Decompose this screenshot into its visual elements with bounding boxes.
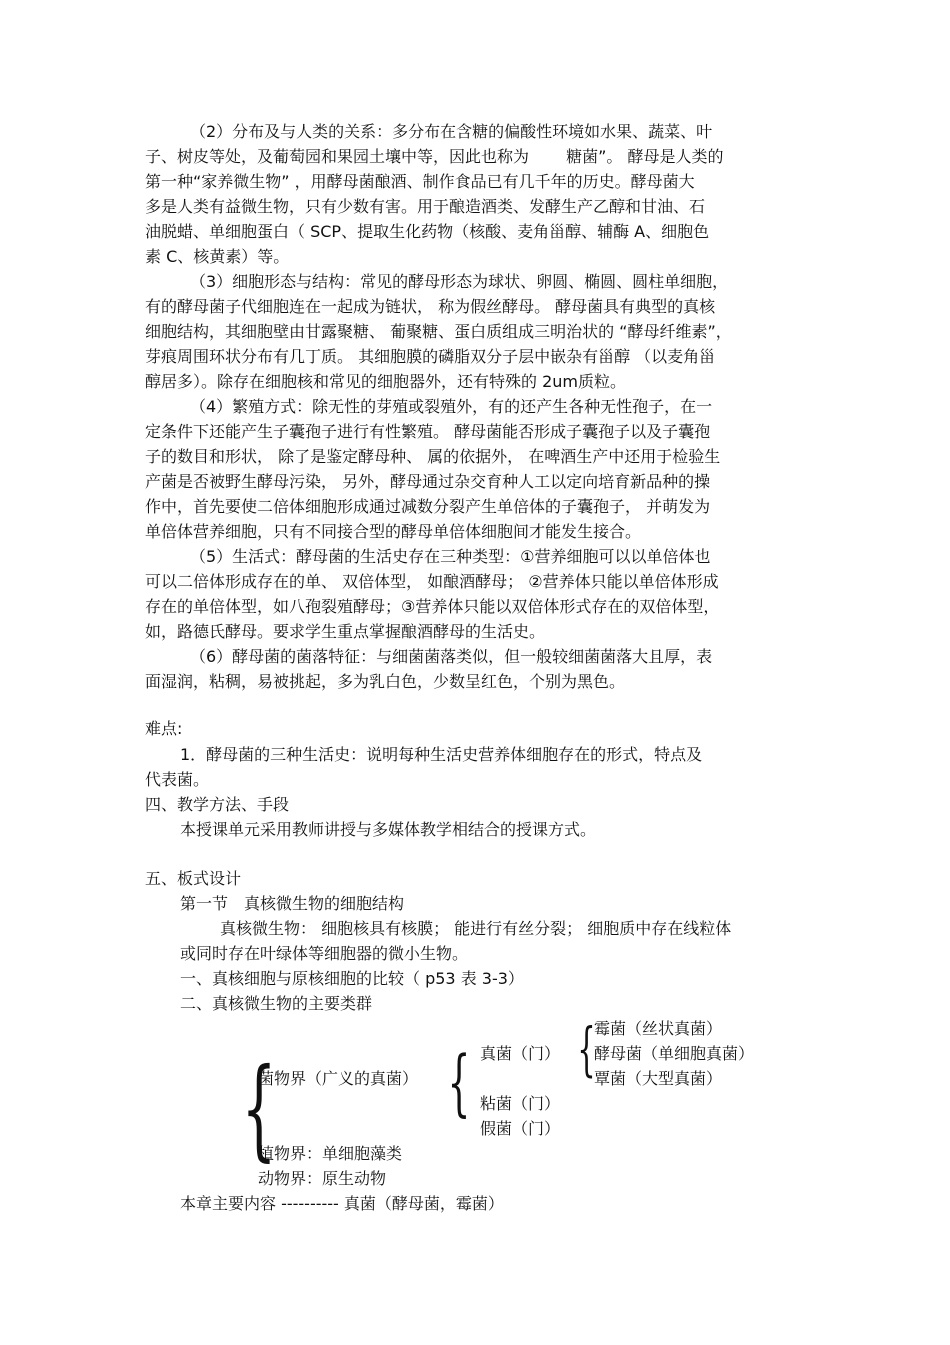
paragraph-2-line-5: 油脱蜡、单细胞蛋白（ SCP、提取生化药物（核酸、麦角甾醇、辅酶 A、细胞色 xyxy=(145,222,710,241)
section-4-heading: 四、教学方法、手段 xyxy=(145,795,290,814)
difficulty-heading: 难点: xyxy=(145,719,183,738)
paragraph-5-line-1: （5）生活式：酵母菌的生活史存在三种类型：①营养细胞可以以单倍体也 xyxy=(190,547,711,566)
difficulty-item-1-cont: 代表菌。 xyxy=(145,770,210,789)
middle-brace-icon: { xyxy=(447,1040,471,1124)
tree-mushroom: 覃菌（大型真菌） xyxy=(594,1069,723,1088)
paragraph-3-line-5: 醇居多）。除存在细胞核和常见的细胞器外，还有特殊的 2um质粒。 xyxy=(145,372,626,391)
difficulty-item-1: 1．酵母菌的三种生活史：说明每种生活史营养体细胞存在的形式，特点及 xyxy=(180,745,703,764)
tree-yeast: 酵母菌（单细胞真菌） xyxy=(594,1044,755,1063)
board-definition-line-2: 或同时存在叶绿体等细胞器的微小生物。 xyxy=(180,944,469,963)
paragraph-3-line-3: 细胞结构，其细胞壁由甘露聚糖、 葡聚糖、蛋白质组成三明治状的 “酵母纤维素”， xyxy=(145,322,732,341)
paragraph-5-line-4: 如，路德氏酵母。要求学生重点掌握酿酒酵母的生活史。 xyxy=(145,622,546,641)
paragraph-5-line-3: 存在的单倍体型，如八孢裂殖酵母；③营养体只能以双倍体形式存在的双倍体型， xyxy=(145,597,720,616)
paragraph-5-line-2: 可以二倍体形成存在的单、 双倍体型， 如酿酒酵母； ②营养体只能以单倍体形成 xyxy=(145,572,719,591)
paragraph-2-line-2: 子、树皮等处，及葡萄园和果园土壤中等，因此也称为 糖菌”。 酵母是人类的 xyxy=(145,147,724,166)
tree-animal-kingdom: 动物界：原生动物 xyxy=(258,1169,387,1188)
tree-mold: 霉菌（丝状真菌） xyxy=(594,1019,723,1038)
left-brace-icon: { xyxy=(241,1044,277,1172)
board-item-1: 一、真核细胞与原核细胞的比较（ p53 表 3-3） xyxy=(180,969,524,988)
paragraph-6-line-1: （6）酵母菌的菌落特征：与细菌菌落类似，但一般较细菌菌落大且厚，表 xyxy=(190,647,713,666)
paragraph-4-line-2: 定条件下还能产生子囊孢子进行有性繁殖。 酵母菌能否形成子囊孢子以及子囊孢 xyxy=(145,422,711,441)
paragraph-2-line-6: 素 C、核黄素）等。 xyxy=(145,247,290,266)
tree-pseudo-fungi: 假菌（门） xyxy=(480,1119,561,1138)
tree-true-fungi: 真菌（门） xyxy=(480,1044,561,1063)
board-definition-line-1: 真核微生物： 细胞核具有核膜； 能进行有丝分裂； 细胞质中存在线粒体 xyxy=(220,919,732,938)
paragraph-4-line-1: （4）繁殖方式：除无性的芽殖或裂殖外，有的还产生各种无性孢子，在一 xyxy=(190,397,713,416)
paragraph-4-line-5: 作中，首先要使二倍体细胞形成通过减数分裂产生单倍体的子囊孢子， 并萌发为 xyxy=(145,497,711,516)
paragraph-3-line-1: （3）细胞形态与结构：常见的酵母形态为球状、卵圆、椭圆、圆柱单细胞， xyxy=(190,272,729,291)
paragraph-2-line-4: 多是人类有益微生物，只有少数有害。用于酿造酒类、发酵生产乙醇和甘油、石 xyxy=(145,197,706,216)
paragraph-3-line-4: 芽痕周围环状分布有几丁质。 其细胞膜的磷脂双分子层中嵌杂有甾醇 （以麦角甾 xyxy=(145,347,716,366)
chapter-summary: 本章主要内容 ---------- 真菌（酵母菌，霉菌） xyxy=(180,1194,504,1213)
tree-plant-kingdom: 植物界：单细胞藻类 xyxy=(258,1144,403,1163)
right-brace-icon: { xyxy=(577,1015,596,1083)
section-4-text: 本授课单元采用教师讲授与多媒体教学相结合的授课方式。 xyxy=(180,820,597,839)
section-5-heading: 五、板式设计 xyxy=(145,869,242,888)
tree-fungi-kingdom: 菌物界（广义的真菌） xyxy=(258,1069,419,1088)
paragraph-2-line-3: 第一种“家养微生物” ，用酵母菌酿酒、制作食品已有几千年的历史。酵母菌大 xyxy=(145,172,695,191)
paragraph-4-line-6: 单倍体营养细胞，只有不同接合型的酵母单倍体细胞间才能发生接合。 xyxy=(145,522,642,541)
paragraph-4-line-3: 子的数目和形状， 除了是鉴定酵母种、 属的依据外， 在啤酒生产中还用于检验生 xyxy=(145,447,721,466)
paragraph-2-line-1: （2）分布及与人类的关系：多分布在含糖的偏酸性环境如水果、蔬菜、叶 xyxy=(190,122,713,141)
board-title: 第一节 真核微生物的细胞结构 xyxy=(180,894,405,913)
paragraph-3-line-2: 有的酵母菌子代细胞连在一起成为链状， 称为假丝酵母。 酵母菌具有典型的真核 xyxy=(145,297,716,316)
paragraph-6-line-2: 面湿润，粘稠，易被挑起，多为乳白色，少数呈红色，个别为黑色。 xyxy=(145,672,626,691)
board-item-2: 二、真核微生物的主要类群 xyxy=(180,994,373,1013)
tree-slime-mold: 粘菌（门） xyxy=(480,1094,561,1113)
paragraph-4-line-4: 产菌是否被野生酵母污染， 另外，酵母通过杂交育种人工以定向培育新品种的操 xyxy=(145,472,711,491)
